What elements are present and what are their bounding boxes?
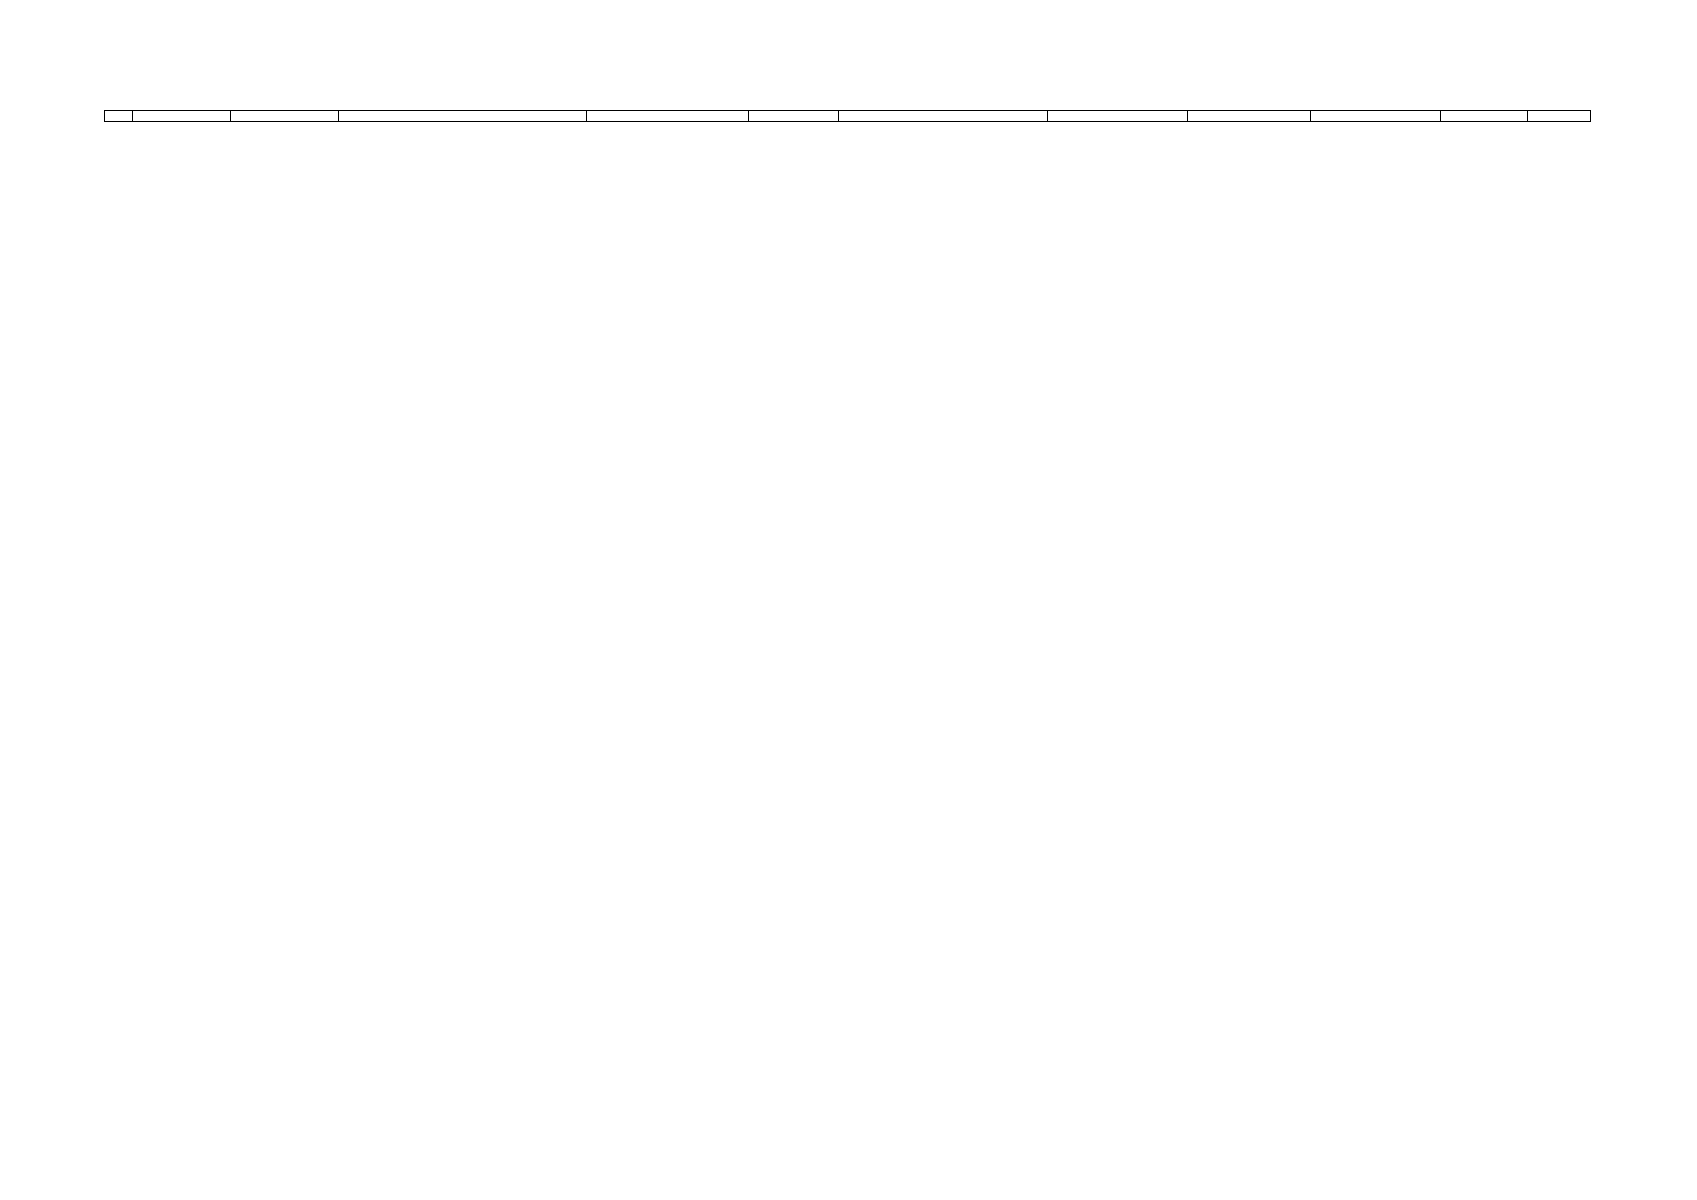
column-header: [1048, 111, 1188, 122]
column-header: [1188, 111, 1311, 122]
column-header: [1528, 111, 1591, 122]
column-header: [1311, 111, 1441, 122]
column-header: [587, 111, 749, 122]
data-table: [104, 110, 1591, 122]
column-header: [749, 111, 839, 122]
header-row: [105, 111, 1591, 122]
column-header: [339, 111, 587, 122]
column-header: [839, 111, 1048, 122]
column-header: [1441, 111, 1528, 122]
column-header: [231, 111, 339, 122]
column-header: [133, 111, 231, 122]
column-header: [105, 111, 133, 122]
